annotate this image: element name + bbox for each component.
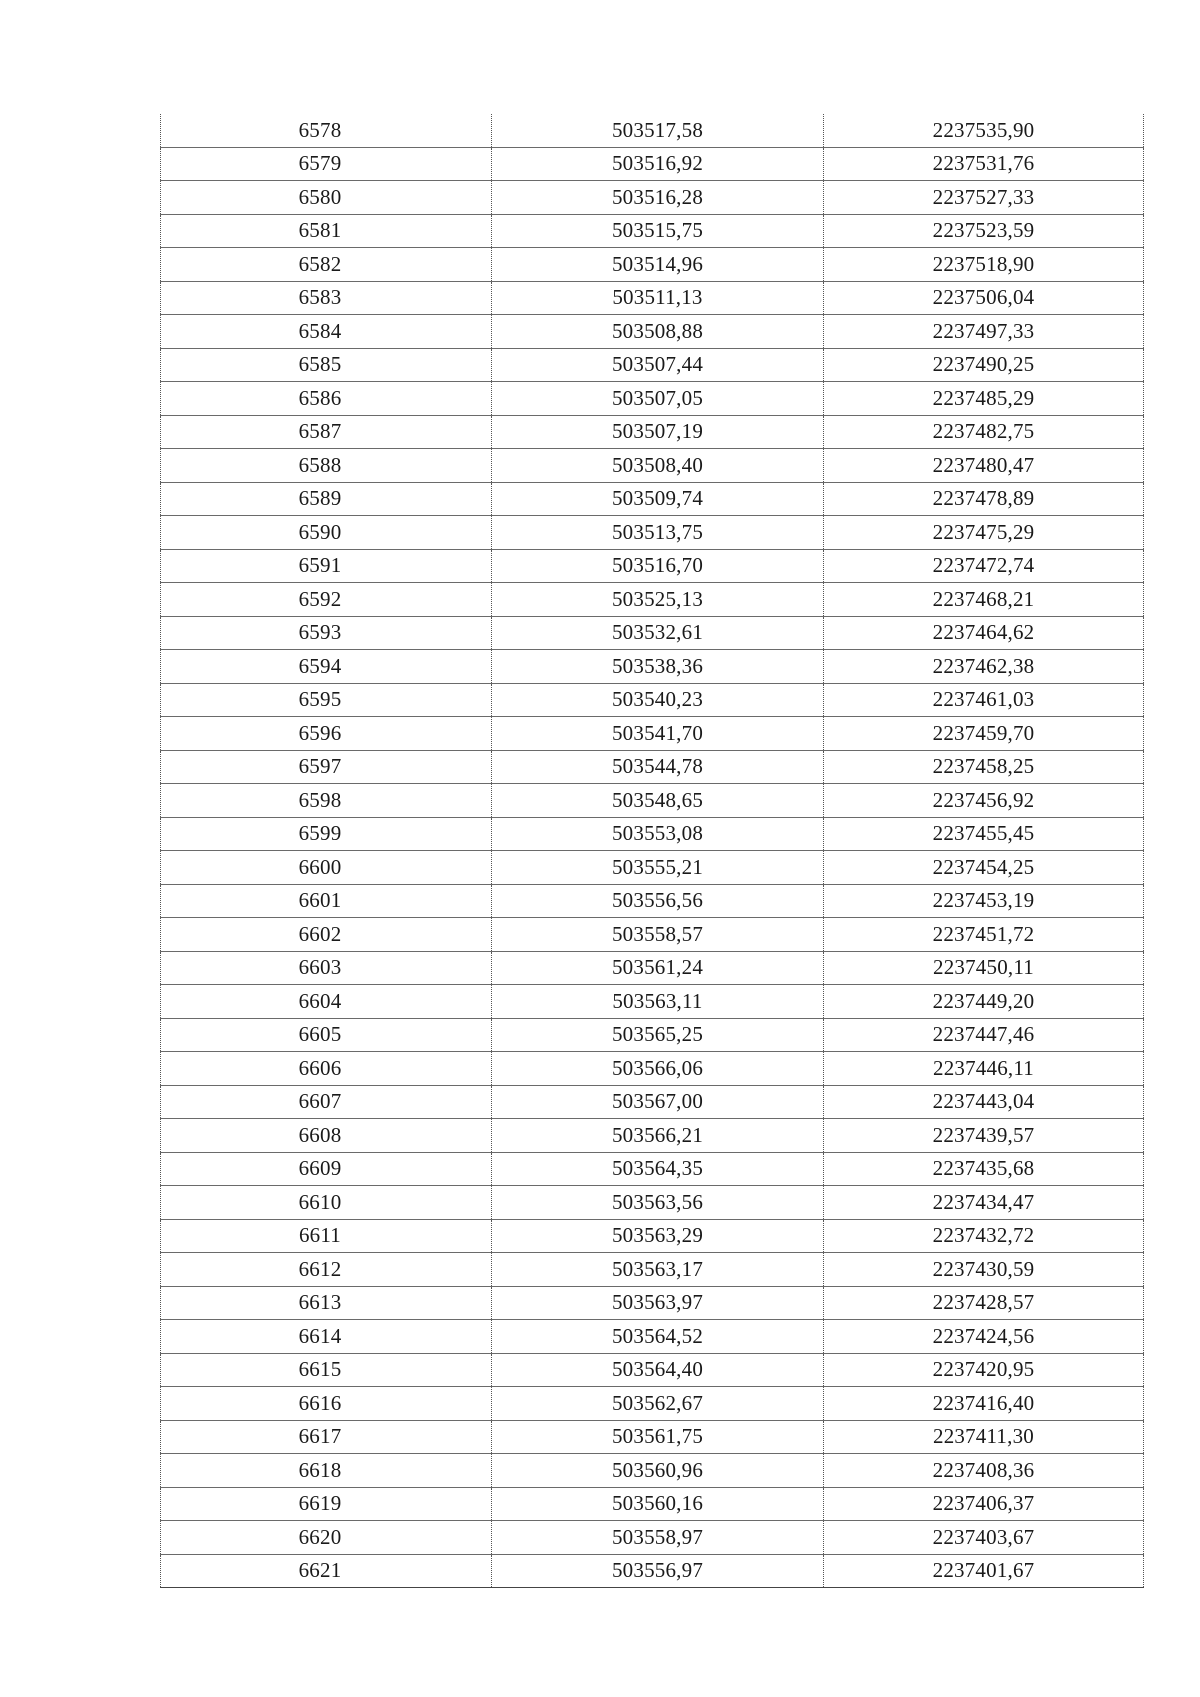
x-coordinate-cell: 503556,56 [492, 884, 824, 918]
y-coordinate-cell: 2237434,47 [824, 1186, 1144, 1220]
table-row [161, 315, 1144, 349]
x-coordinate-cell: 503516,70 [492, 549, 824, 583]
x-coordinate-cell: 503561,24 [492, 951, 824, 985]
table-row [161, 114, 1144, 147]
point-number-cell: 6616 [161, 1387, 492, 1421]
x-coordinate-cell: 503563,97 [492, 1286, 824, 1320]
point-number-cell: 6607 [161, 1085, 492, 1119]
point-number-cell: 6591 [161, 549, 492, 583]
point-number-cell: 6589 [161, 482, 492, 516]
x-coordinate-cell: 503564,40 [492, 1353, 824, 1387]
y-coordinate-cell: 2237531,76 [824, 147, 1144, 181]
point-number-cell: 6609 [161, 1152, 492, 1186]
table-row [161, 1353, 1144, 1387]
point-number-cell: 6582 [161, 248, 492, 282]
table-row [161, 348, 1144, 382]
table-row [161, 415, 1144, 449]
table-row [161, 1286, 1144, 1320]
point-number-cell: 6583 [161, 281, 492, 315]
y-coordinate-cell: 2237482,75 [824, 415, 1144, 449]
table-row [161, 1152, 1144, 1186]
table-row [161, 951, 1144, 985]
coordinates-table [160, 114, 1144, 1588]
x-coordinate-cell: 503555,21 [492, 851, 824, 885]
y-coordinate-cell: 2237430,59 [824, 1253, 1144, 1287]
y-coordinate-cell: 2237506,04 [824, 281, 1144, 315]
point-number-cell: 6588 [161, 449, 492, 483]
point-number-cell: 6597 [161, 750, 492, 784]
point-number-cell: 6613 [161, 1286, 492, 1320]
y-coordinate-cell: 2237455,45 [824, 817, 1144, 851]
x-coordinate-cell: 503532,61 [492, 616, 824, 650]
x-coordinate-cell: 503560,16 [492, 1487, 824, 1521]
x-coordinate-cell: 503511,13 [492, 281, 824, 315]
x-coordinate-cell: 503553,08 [492, 817, 824, 851]
table-row [161, 181, 1144, 215]
table-row [161, 1320, 1144, 1354]
y-coordinate-cell: 2237408,36 [824, 1454, 1144, 1488]
table-row [161, 1387, 1144, 1421]
table-row [161, 147, 1144, 181]
point-number-cell: 6584 [161, 315, 492, 349]
point-number-cell: 6615 [161, 1353, 492, 1387]
y-coordinate-cell: 2237453,19 [824, 884, 1144, 918]
y-coordinate-cell: 2237435,68 [824, 1152, 1144, 1186]
x-coordinate-cell: 503562,67 [492, 1387, 824, 1421]
x-coordinate-cell: 503517,58 [492, 114, 824, 147]
y-coordinate-cell: 2237475,29 [824, 516, 1144, 550]
y-coordinate-cell: 2237416,40 [824, 1387, 1144, 1421]
point-number-cell: 6600 [161, 851, 492, 885]
point-number-cell: 6605 [161, 1018, 492, 1052]
point-number-cell: 6592 [161, 583, 492, 617]
point-number-cell: 6610 [161, 1186, 492, 1220]
y-coordinate-cell: 2237403,67 [824, 1521, 1144, 1555]
point-number-cell: 6586 [161, 382, 492, 416]
y-coordinate-cell: 2237527,33 [824, 181, 1144, 215]
y-coordinate-cell: 2237485,29 [824, 382, 1144, 416]
y-coordinate-cell: 2237458,25 [824, 750, 1144, 784]
table-row [161, 1420, 1144, 1454]
y-coordinate-cell: 2237443,04 [824, 1085, 1144, 1119]
point-number-cell: 6590 [161, 516, 492, 550]
x-coordinate-cell: 503556,97 [492, 1554, 824, 1588]
x-coordinate-cell: 503563,56 [492, 1186, 824, 1220]
point-number-cell: 6619 [161, 1487, 492, 1521]
y-coordinate-cell: 2237497,33 [824, 315, 1144, 349]
y-coordinate-cell: 2237478,89 [824, 482, 1144, 516]
x-coordinate-cell: 503516,92 [492, 147, 824, 181]
y-coordinate-cell: 2237450,11 [824, 951, 1144, 985]
table-row [161, 281, 1144, 315]
x-coordinate-cell: 503563,29 [492, 1219, 824, 1253]
y-coordinate-cell: 2237432,72 [824, 1219, 1144, 1253]
x-coordinate-cell: 503567,00 [492, 1085, 824, 1119]
point-number-cell: 6594 [161, 650, 492, 684]
table-row [161, 616, 1144, 650]
table-row [161, 884, 1144, 918]
x-coordinate-cell: 503560,96 [492, 1454, 824, 1488]
x-coordinate-cell: 503565,25 [492, 1018, 824, 1052]
point-number-cell: 6606 [161, 1052, 492, 1086]
y-coordinate-cell: 2237468,21 [824, 583, 1144, 617]
table-row [161, 248, 1144, 282]
table-row [161, 851, 1144, 885]
table-row [161, 1119, 1144, 1153]
x-coordinate-cell: 503564,35 [492, 1152, 824, 1186]
point-number-cell: 6581 [161, 214, 492, 248]
point-number-cell: 6598 [161, 784, 492, 818]
table-row [161, 1018, 1144, 1052]
y-coordinate-cell: 2237439,57 [824, 1119, 1144, 1153]
y-coordinate-cell: 2237446,11 [824, 1052, 1144, 1086]
table-row [161, 1052, 1144, 1086]
y-coordinate-cell: 2237411,30 [824, 1420, 1144, 1454]
x-coordinate-cell: 503558,57 [492, 918, 824, 952]
y-coordinate-cell: 2237447,46 [824, 1018, 1144, 1052]
table-row [161, 1487, 1144, 1521]
x-coordinate-cell: 503544,78 [492, 750, 824, 784]
y-coordinate-cell: 2237490,25 [824, 348, 1144, 382]
y-coordinate-cell: 2237459,70 [824, 717, 1144, 751]
y-coordinate-cell: 2237451,72 [824, 918, 1144, 952]
y-coordinate-cell: 2237480,47 [824, 449, 1144, 483]
table-row [161, 1085, 1144, 1119]
table-row [161, 683, 1144, 717]
point-number-cell: 6618 [161, 1454, 492, 1488]
x-coordinate-cell: 503564,52 [492, 1320, 824, 1354]
point-number-cell: 6599 [161, 817, 492, 851]
point-number-cell: 6611 [161, 1219, 492, 1253]
x-coordinate-cell: 503566,21 [492, 1119, 824, 1153]
point-number-cell: 6601 [161, 884, 492, 918]
y-coordinate-cell: 2237428,57 [824, 1286, 1144, 1320]
table-row [161, 750, 1144, 784]
x-coordinate-cell: 503538,36 [492, 650, 824, 684]
table-row [161, 549, 1144, 583]
x-coordinate-cell: 503563,17 [492, 1253, 824, 1287]
point-number-cell: 6603 [161, 951, 492, 985]
x-coordinate-cell: 503507,44 [492, 348, 824, 382]
table-row [161, 817, 1144, 851]
y-coordinate-cell: 2237424,56 [824, 1320, 1144, 1354]
point-number-cell: 6587 [161, 415, 492, 449]
y-coordinate-cell: 2237461,03 [824, 683, 1144, 717]
point-number-cell: 6593 [161, 616, 492, 650]
point-number-cell: 6596 [161, 717, 492, 751]
x-coordinate-cell: 503563,11 [492, 985, 824, 1019]
y-coordinate-cell: 2237449,20 [824, 985, 1144, 1019]
point-number-cell: 6612 [161, 1253, 492, 1287]
x-coordinate-cell: 503508,40 [492, 449, 824, 483]
y-coordinate-cell: 2237472,74 [824, 549, 1144, 583]
x-coordinate-cell: 503566,06 [492, 1052, 824, 1086]
x-coordinate-cell: 503514,96 [492, 248, 824, 282]
y-coordinate-cell: 2237454,25 [824, 851, 1144, 885]
x-coordinate-cell: 503548,65 [492, 784, 824, 818]
y-coordinate-cell: 2237462,38 [824, 650, 1144, 684]
table-row [161, 449, 1144, 483]
table-row [161, 918, 1144, 952]
table-row [161, 985, 1144, 1019]
table-row [161, 1454, 1144, 1488]
point-number-cell: 6614 [161, 1320, 492, 1354]
x-coordinate-cell: 503507,19 [492, 415, 824, 449]
x-coordinate-cell: 503513,75 [492, 516, 824, 550]
table-row [161, 1219, 1144, 1253]
table-row [161, 784, 1144, 818]
point-number-cell: 6595 [161, 683, 492, 717]
table-row [161, 1554, 1144, 1588]
table-row [161, 482, 1144, 516]
coordinates-table-body [161, 114, 1144, 1588]
point-number-cell: 6578 [161, 114, 492, 147]
y-coordinate-cell: 2237535,90 [824, 114, 1144, 147]
point-number-cell: 6617 [161, 1420, 492, 1454]
point-number-cell: 6602 [161, 918, 492, 952]
y-coordinate-cell: 2237456,92 [824, 784, 1144, 818]
table-row [161, 516, 1144, 550]
y-coordinate-cell: 2237523,59 [824, 214, 1144, 248]
x-coordinate-cell: 503509,74 [492, 482, 824, 516]
table-row [161, 650, 1144, 684]
point-number-cell: 6580 [161, 181, 492, 215]
y-coordinate-cell: 2237401,67 [824, 1554, 1144, 1588]
x-coordinate-cell: 503558,97 [492, 1521, 824, 1555]
point-number-cell: 6585 [161, 348, 492, 382]
point-number-cell: 6621 [161, 1554, 492, 1588]
table-row [161, 1253, 1144, 1287]
y-coordinate-cell: 2237518,90 [824, 248, 1144, 282]
x-coordinate-cell: 503516,28 [492, 181, 824, 215]
y-coordinate-cell: 2237464,62 [824, 616, 1144, 650]
table-row [161, 717, 1144, 751]
table-row [161, 583, 1144, 617]
y-coordinate-cell: 2237406,37 [824, 1487, 1144, 1521]
y-coordinate-cell: 2237420,95 [824, 1353, 1144, 1387]
x-coordinate-cell: 503541,70 [492, 717, 824, 751]
x-coordinate-cell: 503540,23 [492, 683, 824, 717]
x-coordinate-cell: 503515,75 [492, 214, 824, 248]
point-number-cell: 6604 [161, 985, 492, 1019]
table-row [161, 1186, 1144, 1220]
table-row [161, 382, 1144, 416]
point-number-cell: 6579 [161, 147, 492, 181]
x-coordinate-cell: 503525,13 [492, 583, 824, 617]
x-coordinate-cell: 503507,05 [492, 382, 824, 416]
table-row [161, 214, 1144, 248]
point-number-cell: 6620 [161, 1521, 492, 1555]
x-coordinate-cell: 503561,75 [492, 1420, 824, 1454]
point-number-cell: 6608 [161, 1119, 492, 1153]
table-row [161, 1521, 1144, 1555]
x-coordinate-cell: 503508,88 [492, 315, 824, 349]
